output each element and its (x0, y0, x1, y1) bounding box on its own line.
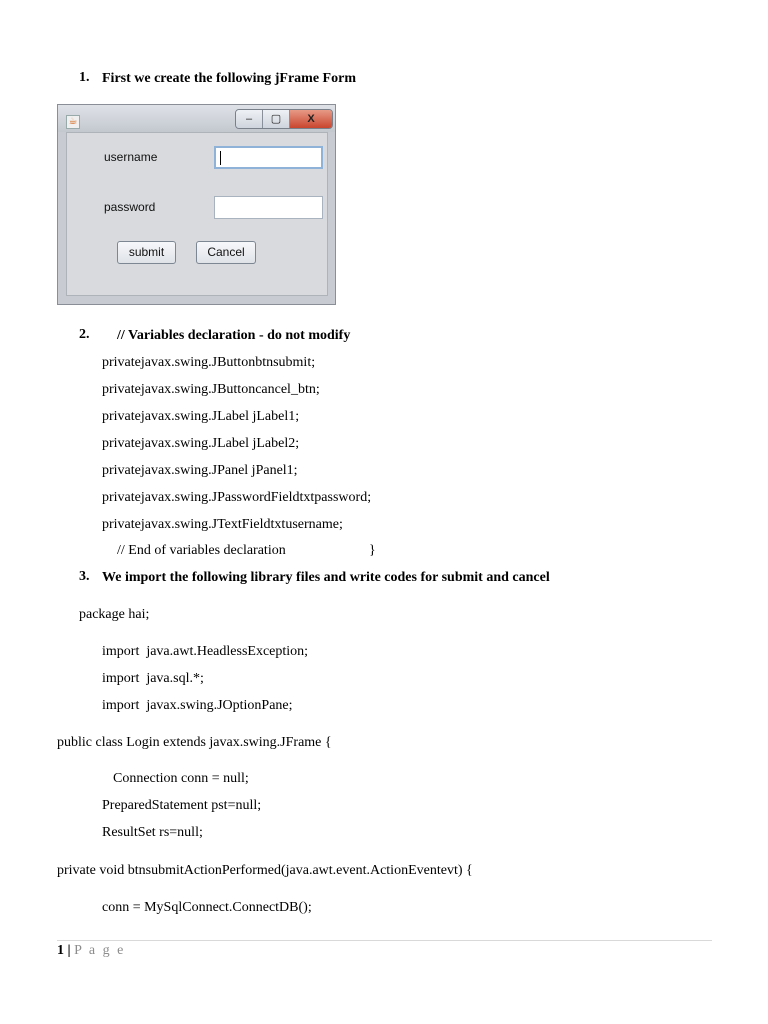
step-2-number: 2. (79, 327, 90, 342)
jframe-form-screenshot (57, 104, 336, 305)
declaration-line: privatejavax.swing.JButtonbtnsubmit; (102, 355, 316, 370)
page-word: P a g e (74, 943, 126, 958)
page-number: 1 (57, 943, 64, 958)
minimize-icon[interactable]: – (236, 110, 263, 128)
step-1-heading: First we create the following jFrame Form (102, 71, 356, 86)
end-declaration-comment: // End of variables declaration (117, 543, 286, 558)
username-input[interactable] (214, 146, 323, 169)
password-label: password (104, 200, 156, 214)
text-caret (220, 151, 221, 165)
frame-titlebar (58, 105, 335, 132)
maximize-icon[interactable]: ▢ (263, 110, 290, 128)
step-2-heading: // Variables declaration - do not modify (117, 328, 351, 343)
password-input[interactable] (214, 196, 323, 219)
field-line: PreparedStatement pst=null; (102, 798, 262, 813)
declaration-line: privatejavax.swing.JLabel jLabel1; (102, 409, 300, 424)
declaration-line: privatejavax.swing.JPanel jPanel1; (102, 463, 298, 478)
submit-button[interactable]: submit (117, 241, 176, 264)
import-line: import java.sql.*; (102, 671, 204, 686)
footer-separator: | (64, 943, 75, 958)
closing-brace: } (369, 543, 376, 558)
declaration-line: privatejavax.swing.JLabel jLabel2; (102, 436, 300, 451)
field-line: Connection conn = null; (113, 771, 249, 786)
java-cup-icon: ☕ (66, 115, 80, 129)
window-controls (235, 109, 333, 129)
package-line: package hai; (79, 607, 150, 622)
field-line: ResultSet rs=null; (102, 825, 203, 840)
class-declaration: public class Login extends javax.swing.JFrame { (57, 735, 332, 750)
declaration-line: privatejavax.swing.JPasswordFieldtxtpassword; (102, 490, 372, 505)
import-line: import javax.swing.JOptionPane; (102, 698, 293, 713)
step-1-number: 1. (79, 70, 90, 85)
page-footer (57, 943, 125, 959)
step-3-number: 3. (79, 569, 90, 584)
declaration-line: privatejavax.swing.JButtoncancel_btn; (102, 382, 320, 397)
frame-content-panel (66, 132, 328, 296)
step-3-heading: We import the following library files and write codes for submit and cancel (102, 570, 550, 585)
method-declaration: private void btnsubmitActionPerformed(java.awt.event.ActionEventevt) { (57, 863, 473, 878)
close-icon[interactable]: X (290, 110, 332, 128)
username-label: username (104, 150, 158, 164)
footer-rule (57, 940, 712, 941)
import-line: import java.awt.HeadlessException; (102, 644, 309, 659)
cancel-button[interactable]: Cancel (196, 241, 256, 264)
declaration-line: privatejavax.swing.JTextFieldtxtusername; (102, 517, 343, 532)
method-body-line: conn = MySqlConnect.ConnectDB(); (102, 900, 312, 915)
